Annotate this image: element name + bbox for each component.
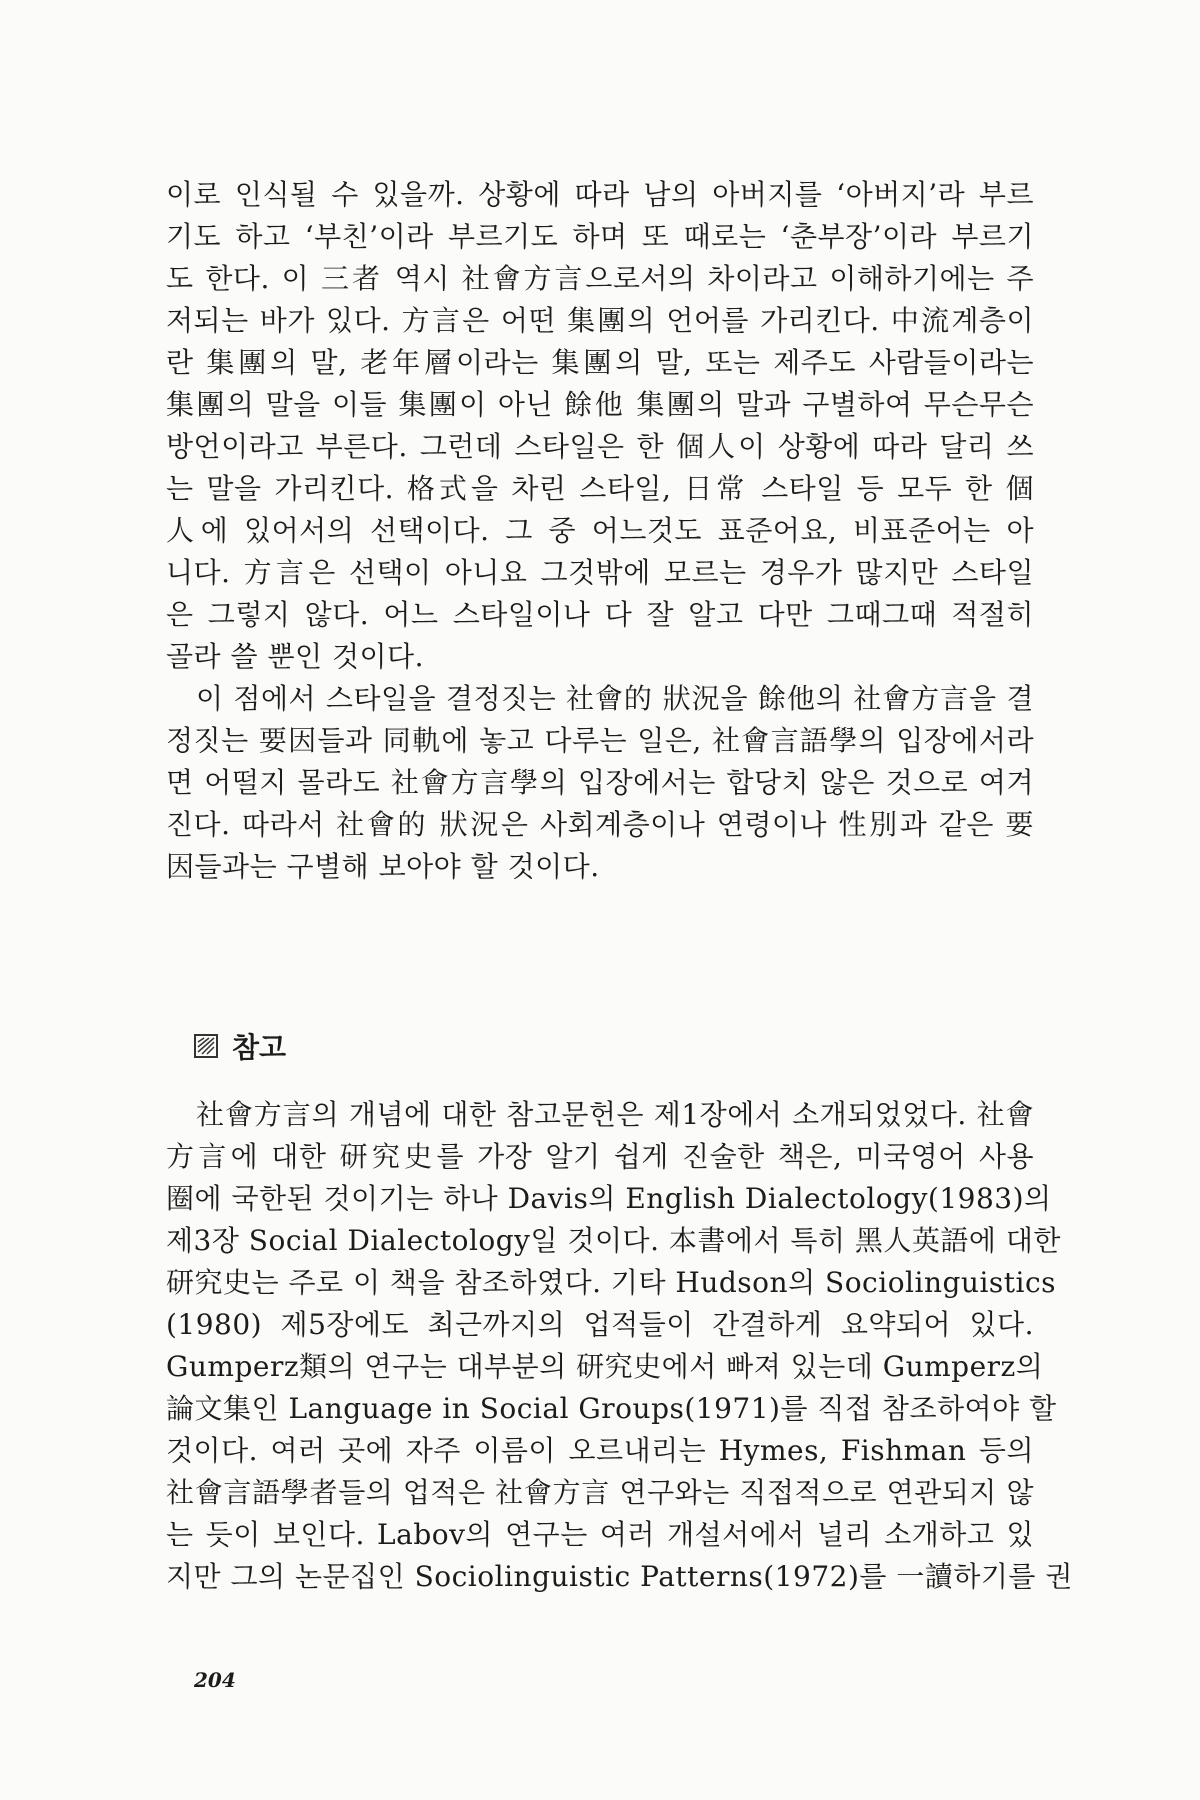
reference-mark-icon (194, 1034, 218, 1058)
section-heading-label: 참고 (232, 1031, 287, 1064)
text-line: (1980) 제5장에도 최근까지의 업적들이 간결하게 요약되어 있다. (166, 1308, 1034, 1341)
paragraph-style-vs-dialect (166, 174, 1034, 678)
text-line: 圈에 국한된 것이기는 하나 Davis의 English Dialectology(1983)의 (166, 1182, 1052, 1215)
text-line: 이로 인식될 수 있을까. 상황에 따라 남의 아버지를 ‘아버지’라 부르 (166, 178, 1034, 211)
text-line: 社會言語學者들의 업적은 社會方言 연구와는 직접적으로 연관되지 않 (166, 1476, 1034, 1509)
text-line: 골라 쓸 뿐인 것이다. (166, 640, 424, 673)
text-line: Gumperz類의 연구는 대부분의 研究史에서 빠져 있는데 Gumperz의 (166, 1350, 1044, 1383)
text-line: 는 듯이 보인다. Labov의 연구는 여러 개설서에서 널리 소개하고 있 (166, 1518, 1034, 1551)
text-line: 제3장 Social Dialectology일 것이다. 本書에서 특히 黑人英語에 대한 (166, 1224, 1061, 1257)
text-line: 방언이라고 부른다. 그런데 스타일은 한 個人이 상황에 따라 달리 쓰 (166, 430, 1034, 463)
page-number: 204 (194, 1668, 236, 1692)
text-line: 研究史는 주로 이 책을 참조하였다. 기타 Hudson의 Sociolinguistics (166, 1266, 1057, 1299)
text-line: 因들과는 구별해 보아야 할 것이다. (166, 850, 600, 883)
text-line: 란 集團의 말, 老年層이라는 集團의 말, 또는 제주도 사람들이라는 (166, 346, 1034, 379)
paragraph-references (166, 1094, 1073, 1598)
text-line: 정짓는 要因들과 同軌에 놓고 다루는 일은, 社會言語學의 입장에서라 (166, 724, 1034, 757)
text-line: 것이다. 여러 곳에 자주 이름이 오르내리는 Hymes, Fishman 등의 (166, 1434, 1034, 1467)
text-line: 는 말을 가리킨다. 格式을 차린 스타일, 日常 스타일 등 모두 한 個 (166, 472, 1034, 505)
text-line: 人에 있어서의 선택이다. 그 중 어느것도 표준어요, 비표준어는 아 (166, 514, 1034, 547)
text-line: 기도 하고 ‘부친’이라 부르기도 하며 또 때로는 ‘춘부장’이라 부르기 (166, 220, 1034, 253)
text-line: 이 점에서 스타일을 결정짓는 社會的 狀況을 餘他의 社會方言을 결 (196, 682, 1034, 715)
text-line: 論文集인 Language in Social Groups(1971)를 직접 참조하여야 할 (166, 1392, 1057, 1425)
text-line: 集團의 말을 이들 集團이 아닌 餘他 集團의 말과 구별하여 무슨무슨 (166, 388, 1034, 421)
text-line: 니다. 方言은 선택이 아니요 그것밖에 모르는 경우가 많지만 스타일 (166, 556, 1034, 589)
text-line: 면 어떨지 몰라도 社會方言學의 입장에서는 합당치 않은 것으로 여겨 (166, 766, 1034, 799)
text-line: 진다. 따라서 社會的 狀況은 사회계층이나 연령이나 性別과 같은 要 (166, 808, 1034, 841)
text-line: 지만 그의 논문집인 Sociolinguistic Patterns(1972)를 一讀하기를 권 (166, 1560, 1073, 1593)
text-line: 은 그렇지 않다. 어느 스타일이나 다 잘 알고 다만 그때그때 적절히 (166, 598, 1034, 631)
text-line: 方言에 대한 研究史를 가장 알기 쉽게 진술한 책은, 미국영어 사용 (166, 1140, 1034, 1173)
text-line: 社會方言의 개념에 대한 참고문헌은 제1장에서 소개되었었다. 社會 (196, 1098, 1034, 1131)
text-line: 저되는 바가 있다. 方言은 어떤 集團의 언어를 가리킨다. 中流계층이 (166, 304, 1034, 337)
section-heading (194, 1024, 286, 1068)
paragraph-social-situation (166, 678, 1034, 888)
text-line: 도 한다. 이 三者 역시 社會方言으로서의 차이라고 이해하기에는 주 (166, 262, 1034, 295)
